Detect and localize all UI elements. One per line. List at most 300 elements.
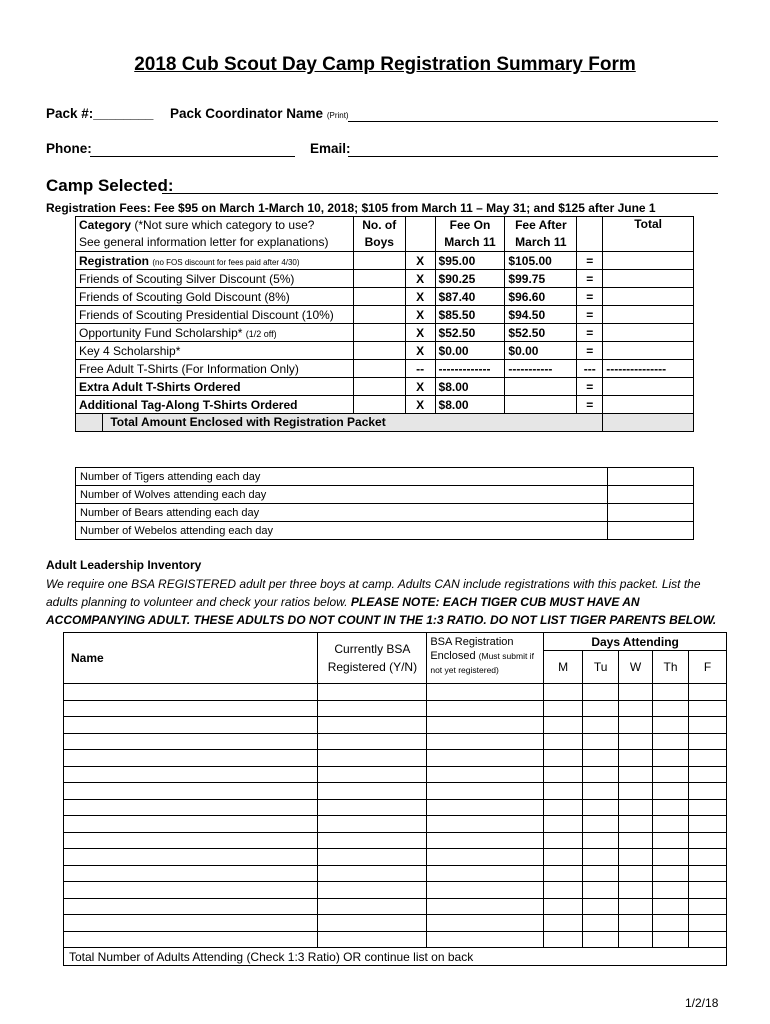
adults-bsa-header <box>318 633 427 684</box>
adult-paragraph-normal: We require one BSA REGISTERED adult per three boys at camp. Adults CAN include registrations with this packet. List the adults planning to volunteer and check your ratios below. <box>46 577 701 609</box>
camp-label: Camp Selected: <box>46 176 174 195</box>
boys-count-cell[interactable] <box>353 342 405 360</box>
adult-day-f[interactable] <box>689 882 727 899</box>
adult-row <box>64 799 727 816</box>
adults-table <box>63 632 727 966</box>
adult-name-cell[interactable] <box>64 717 318 734</box>
row-total-cell[interactable] <box>603 288 694 306</box>
fees-total-amount[interactable] <box>603 414 694 432</box>
adult-name-cell[interactable] <box>64 915 318 932</box>
adult-day-th[interactable] <box>653 783 689 800</box>
adult-day-f[interactable] <box>689 898 727 915</box>
adult-day-tu[interactable] <box>583 700 619 717</box>
adult-paragraph-bold: PLEASE NOTE: EACH TIGER CUB MUST HAVE AN ACCOMPANYING ADULT. THESE ADULTS DO NOT COUNT IN THE 1:3 RATIO. DO NOT LIST TIGER PARENTS BELOW. <box>46 595 717 627</box>
fee-after-cell: $96.60 <box>505 288 577 306</box>
adults-footer: Total Number of Adults Attending (Check 1:3 Ratio) OR continue list on back <box>64 948 727 966</box>
fees-row <box>76 378 694 396</box>
equals-cell: = <box>577 270 603 288</box>
equals-cell: = <box>577 252 603 270</box>
adult-day-f[interactable] <box>689 733 727 750</box>
multiply-cell: X <box>405 324 435 342</box>
adult-day-tu[interactable] <box>583 832 619 849</box>
fee-category-note: (no FOS discount for fees paid after 4/30) <box>152 257 300 267</box>
fee-category-label: Free Adult T-Shirts (For Information Only) <box>79 361 299 376</box>
adult-reg-cell[interactable] <box>427 898 544 915</box>
adults-reg-header <box>427 633 544 684</box>
equals-cell: = <box>577 342 603 360</box>
adult-row <box>64 849 727 866</box>
adult-day-m[interactable] <box>544 783 583 800</box>
adult-day-m[interactable] <box>544 898 583 915</box>
adult-day-w[interactable] <box>619 700 653 717</box>
adult-name-cell[interactable] <box>64 816 318 833</box>
multiply-cell: X <box>405 306 435 324</box>
adult-day-w[interactable] <box>619 766 653 783</box>
adult-day-f[interactable] <box>689 717 727 734</box>
adult-name-cell[interactable] <box>64 684 318 701</box>
adult-day-w[interactable] <box>619 915 653 932</box>
day-header-tu: Tu <box>583 651 619 684</box>
fees-row <box>76 252 694 270</box>
page-title: 2018 Cub Scout Day Camp Registration Summary Form <box>134 54 636 75</box>
fee-category-label: Additional Tag-Along T-Shirts Ordered <box>79 397 298 412</box>
fee-on-cell: ------------- <box>435 360 505 378</box>
adult-day-th[interactable] <box>653 700 689 717</box>
coordinator-label-text: Pack Coordinator Name <box>170 106 324 121</box>
adult-bsa-cell[interactable] <box>318 799 427 816</box>
equals-cell: --- <box>577 360 603 378</box>
adult-day-tu[interactable] <box>583 766 619 783</box>
adult-day-f[interactable] <box>689 799 727 816</box>
adult-day-th[interactable] <box>653 849 689 866</box>
fee-after-header-l1: Fee After <box>515 218 567 232</box>
adult-bsa-cell[interactable] <box>318 816 427 833</box>
fee-after-cell: $99.75 <box>505 270 577 288</box>
adult-row <box>64 931 727 948</box>
phone-field[interactable] <box>90 156 295 157</box>
coordinator-field[interactable] <box>348 121 718 122</box>
adult-day-th[interactable] <box>653 684 689 701</box>
attendance-label: Number of Bears attending each day <box>76 504 608 522</box>
attendance-count-cell[interactable] <box>608 504 694 522</box>
adults-reg-header-l1: BSA Registration <box>430 636 514 648</box>
row-total-cell[interactable] <box>603 378 694 396</box>
adults-footer-row <box>64 948 727 966</box>
fee-category-cell <box>76 306 354 324</box>
adult-reg-cell[interactable] <box>427 882 544 899</box>
adult-row <box>64 865 727 882</box>
adult-reg-cell[interactable] <box>427 799 544 816</box>
page-footer-date: 1/2/18 <box>685 996 719 1010</box>
adult-day-th[interactable] <box>653 717 689 734</box>
boys-count-cell[interactable] <box>353 360 405 378</box>
days-attending-header: Days Attending <box>544 633 727 651</box>
adult-day-m[interactable] <box>544 700 583 717</box>
category-header-line2: See general information letter for explanations) <box>79 235 329 249</box>
multiply-cell: X <box>405 342 435 360</box>
adult-day-w[interactable] <box>619 750 653 767</box>
day-header-m: M <box>544 651 583 684</box>
adult-reg-cell[interactable] <box>427 832 544 849</box>
adults-bsa-header-l2: Registered (Y/N) <box>327 660 418 674</box>
adult-day-w[interactable] <box>619 816 653 833</box>
adult-day-tu[interactable] <box>583 865 619 882</box>
fee-on-cell: $87.40 <box>435 288 505 306</box>
total-header: Total <box>603 217 694 252</box>
fee-on-cell: $52.50 <box>435 324 505 342</box>
fee-category-label: Extra Adult T-Shirts Ordered <box>79 379 241 394</box>
adult-bsa-cell[interactable] <box>318 931 427 948</box>
pack-blank: ________ <box>93 106 154 121</box>
adult-day-tu[interactable] <box>583 816 619 833</box>
adult-day-m[interactable] <box>544 684 583 701</box>
adult-day-w[interactable] <box>619 733 653 750</box>
day-header-th: Th <box>653 651 689 684</box>
adult-row <box>64 700 727 717</box>
adult-day-th[interactable] <box>653 799 689 816</box>
adult-row <box>64 717 727 734</box>
fee-after-header-l2: March 11 <box>515 235 567 249</box>
boys-header <box>353 217 405 252</box>
adult-bsa-cell[interactable] <box>318 915 427 932</box>
equals-cell: = <box>577 324 603 342</box>
adult-day-m[interactable] <box>544 915 583 932</box>
boys-count-cell[interactable] <box>353 306 405 324</box>
adult-name-cell[interactable] <box>64 750 318 767</box>
adult-row <box>64 684 727 701</box>
row-total-cell[interactable]: --------------- <box>603 360 694 378</box>
pack-label-text: Pack #: <box>46 106 94 121</box>
fees-row <box>76 396 694 414</box>
adult-day-tu[interactable] <box>583 783 619 800</box>
fees-total-label: Total Amount Enclosed with Registration Packet <box>110 414 386 429</box>
adult-reg-cell[interactable] <box>427 733 544 750</box>
fee-on-header-l1: Fee On <box>449 218 491 232</box>
phone-label: Phone: <box>46 141 92 156</box>
adult-day-th[interactable] <box>653 931 689 948</box>
coordinator-label <box>170 106 349 121</box>
equals-cell: = <box>577 396 603 414</box>
fee-after-cell: $94.50 <box>505 306 577 324</box>
adult-day-w[interactable] <box>619 898 653 915</box>
adult-day-w[interactable] <box>619 799 653 816</box>
fee-category-cell <box>76 396 354 414</box>
adult-reg-cell[interactable] <box>427 766 544 783</box>
boys-count-cell[interactable] <box>353 252 405 270</box>
adult-reg-cell[interactable] <box>427 931 544 948</box>
fee-on-cell: $8.00 <box>435 378 505 396</box>
fee-after-cell: $105.00 <box>505 252 577 270</box>
multiply-cell: X <box>405 396 435 414</box>
adult-reg-cell[interactable] <box>427 717 544 734</box>
multiply-cell: X <box>405 378 435 396</box>
adult-row <box>64 733 727 750</box>
fee-after-cell: ----------- <box>505 360 577 378</box>
adult-day-tu[interactable] <box>583 684 619 701</box>
fee-on-cell: $85.50 <box>435 306 505 324</box>
adult-day-tu[interactable] <box>583 799 619 816</box>
adult-day-tu[interactable] <box>583 733 619 750</box>
equals-cell: = <box>577 378 603 396</box>
adult-day-th[interactable] <box>653 733 689 750</box>
boys-count-cell[interactable] <box>353 378 405 396</box>
fee-category-label: Opportunity Fund Scholarship* <box>79 325 243 340</box>
category-header-bold: Category <box>79 218 132 232</box>
adult-day-f[interactable] <box>689 931 727 948</box>
adult-day-w[interactable] <box>619 717 653 734</box>
fee-category-cell <box>76 342 354 360</box>
adult-day-tu[interactable] <box>583 898 619 915</box>
adult-day-m[interactable] <box>544 766 583 783</box>
adult-day-tu[interactable] <box>583 915 619 932</box>
adult-day-f[interactable] <box>689 849 727 866</box>
adult-day-f[interactable] <box>689 832 727 849</box>
adult-name-cell[interactable] <box>64 832 318 849</box>
adult-day-tu[interactable] <box>583 717 619 734</box>
fee-category-note: (1/2 off) <box>245 328 277 339</box>
adults-name-header: Name <box>64 633 318 684</box>
fee-category-cell <box>76 270 354 288</box>
attendance-count-cell[interactable] <box>608 522 694 540</box>
camp-field[interactable] <box>162 193 718 194</box>
adult-row <box>64 898 727 915</box>
fee-category-cell <box>76 288 354 306</box>
adult-name-cell[interactable] <box>64 931 318 948</box>
adult-day-m[interactable] <box>544 832 583 849</box>
row-total-cell[interactable] <box>603 306 694 324</box>
adult-day-th[interactable] <box>653 865 689 882</box>
adult-day-w[interactable] <box>619 783 653 800</box>
adult-row <box>64 816 727 833</box>
email-label: Email: <box>310 141 351 156</box>
boys-count-cell[interactable] <box>353 288 405 306</box>
adult-row <box>64 783 727 800</box>
adult-row <box>64 832 727 849</box>
fee-category-cell <box>76 378 354 396</box>
adult-reg-cell[interactable] <box>427 700 544 717</box>
fee-on-cell: $90.25 <box>435 270 505 288</box>
adult-reg-cell[interactable] <box>427 783 544 800</box>
adult-bsa-cell[interactable] <box>318 750 427 767</box>
adult-day-th[interactable] <box>653 750 689 767</box>
adult-day-w[interactable] <box>619 865 653 882</box>
adult-name-cell[interactable] <box>64 882 318 899</box>
attendance-row <box>76 504 694 522</box>
equals-cell: = <box>577 306 603 324</box>
coordinator-print-note: (Print) <box>326 111 349 120</box>
fees-total-label-cell <box>76 414 603 432</box>
adult-day-m[interactable] <box>544 799 583 816</box>
fees-row <box>76 324 694 342</box>
adult-bsa-cell[interactable] <box>318 849 427 866</box>
fee-after-cell: $52.50 <box>505 324 577 342</box>
pack-label <box>46 106 153 121</box>
adult-reg-cell[interactable] <box>427 816 544 833</box>
adult-row <box>64 750 727 767</box>
adult-day-th[interactable] <box>653 766 689 783</box>
adult-name-cell[interactable] <box>64 783 318 800</box>
attendance-count-cell[interactable] <box>608 468 694 486</box>
adult-name-cell[interactable] <box>64 865 318 882</box>
fees-total-row <box>76 414 694 432</box>
adult-row <box>64 766 727 783</box>
fee-category-label: Friends of Scouting Silver Discount (5%) <box>79 271 295 286</box>
adult-day-w[interactable] <box>619 832 653 849</box>
adult-bsa-cell[interactable] <box>318 783 427 800</box>
adult-reg-cell[interactable] <box>427 849 544 866</box>
fee-category-label: Friends of Scouting Presidential Discount (10%) <box>79 307 334 322</box>
x-header <box>405 217 435 252</box>
adult-name-cell[interactable] <box>64 898 318 915</box>
adult-day-f[interactable] <box>689 816 727 833</box>
adult-reg-cell[interactable] <box>427 915 544 932</box>
attendance-label: Number of Wolves attending each day <box>76 486 608 504</box>
attendance-row <box>76 486 694 504</box>
adult-paragraph <box>46 575 726 629</box>
adult-day-f[interactable] <box>689 766 727 783</box>
adult-row <box>64 915 727 932</box>
fees-row <box>76 360 694 378</box>
adult-day-tu[interactable] <box>583 882 619 899</box>
adult-bsa-cell[interactable] <box>318 766 427 783</box>
fee-after-header <box>505 217 577 252</box>
adult-day-w[interactable] <box>619 849 653 866</box>
row-total-cell[interactable] <box>603 270 694 288</box>
adult-day-m[interactable] <box>544 865 583 882</box>
boys-header-l2: Boys <box>364 235 394 249</box>
fee-category-cell <box>76 360 354 378</box>
adult-heading: Adult Leadership Inventory <box>46 558 202 572</box>
adults-header-row-1 <box>64 633 727 651</box>
fee-category-cell <box>76 252 354 270</box>
day-header-f: F <box>689 651 727 684</box>
fee-on-cell: $95.00 <box>435 252 505 270</box>
boys-count-cell[interactable] <box>353 270 405 288</box>
multiply-cell: X <box>405 288 435 306</box>
category-header-rest: (*Not sure which category to use? <box>131 218 315 232</box>
adult-day-f[interactable] <box>689 684 727 701</box>
adult-reg-cell[interactable] <box>427 684 544 701</box>
fee-after-cell: $0.00 <box>505 342 577 360</box>
adult-day-tu[interactable] <box>583 849 619 866</box>
adult-day-m[interactable] <box>544 882 583 899</box>
adult-day-m[interactable] <box>544 849 583 866</box>
category-header <box>76 217 354 252</box>
adult-reg-cell[interactable] <box>427 865 544 882</box>
attendance-row <box>76 468 694 486</box>
fee-category-label: Friends of Scouting Gold Discount (8%) <box>79 289 290 304</box>
adult-bsa-cell[interactable] <box>318 865 427 882</box>
fees-row <box>76 288 694 306</box>
adult-day-th[interactable] <box>653 832 689 849</box>
adult-day-m[interactable] <box>544 750 583 767</box>
adult-bsa-cell[interactable] <box>318 898 427 915</box>
adult-day-f[interactable] <box>689 865 727 882</box>
multiply-cell: X <box>405 252 435 270</box>
adult-day-m[interactable] <box>544 931 583 948</box>
eq-header <box>577 217 603 252</box>
adult-day-th[interactable] <box>653 882 689 899</box>
adult-bsa-cell[interactable] <box>318 684 427 701</box>
adult-name-cell[interactable] <box>64 799 318 816</box>
adult-day-f[interactable] <box>689 700 727 717</box>
email-field[interactable] <box>348 156 718 157</box>
adult-name-cell[interactable] <box>64 766 318 783</box>
adult-day-m[interactable] <box>544 816 583 833</box>
multiply-cell: X <box>405 270 435 288</box>
fees-row <box>76 342 694 360</box>
adult-day-m[interactable] <box>544 717 583 734</box>
fee-on-cell: $8.00 <box>435 396 505 414</box>
attendance-row <box>76 522 694 540</box>
adult-day-th[interactable] <box>653 898 689 915</box>
equals-cell: = <box>577 288 603 306</box>
fees-row <box>76 306 694 324</box>
boys-header-l1: No. of <box>362 218 397 232</box>
fee-after-cell <box>505 396 577 414</box>
multiply-cell: -- <box>405 360 435 378</box>
adult-bsa-cell[interactable] <box>318 882 427 899</box>
adult-reg-cell[interactable] <box>427 750 544 767</box>
adult-row <box>64 882 727 899</box>
fee-category-label: Key 4 Scholarship* <box>79 343 181 358</box>
fees-table <box>75 216 694 432</box>
adult-day-f[interactable] <box>689 915 727 932</box>
fee-on-header-l2: March 11 <box>444 235 496 249</box>
adult-day-th[interactable] <box>653 816 689 833</box>
adults-reg-header-l2: Enclosed <box>430 650 476 662</box>
attendance-table <box>75 467 694 540</box>
adult-bsa-cell[interactable] <box>318 717 427 734</box>
fee-category-cell <box>76 324 354 342</box>
boys-count-cell[interactable] <box>353 324 405 342</box>
attendance-label: Number of Webelos attending each day <box>76 522 608 540</box>
adult-day-th[interactable] <box>653 915 689 932</box>
fees-header-row <box>76 217 694 252</box>
adult-name-cell[interactable] <box>64 700 318 717</box>
row-total-cell[interactable] <box>603 324 694 342</box>
adult-day-m[interactable] <box>544 733 583 750</box>
attendance-label: Number of Tigers attending each day <box>76 468 608 486</box>
adult-bsa-cell[interactable] <box>318 700 427 717</box>
adults-reg-header-note: (Must submit if not yet registered) <box>430 651 534 675</box>
fees-row <box>76 270 694 288</box>
adult-day-f[interactable] <box>689 750 727 767</box>
adult-name-cell[interactable] <box>64 733 318 750</box>
adult-name-cell[interactable] <box>64 849 318 866</box>
attendance-count-cell[interactable] <box>608 486 694 504</box>
adult-day-w[interactable] <box>619 684 653 701</box>
row-total-cell[interactable] <box>603 342 694 360</box>
row-total-cell[interactable] <box>603 252 694 270</box>
fee-on-header <box>435 217 505 252</box>
adult-day-f[interactable] <box>689 783 727 800</box>
adult-bsa-cell[interactable] <box>318 733 427 750</box>
adult-day-tu[interactable] <box>583 750 619 767</box>
day-header-w: W <box>619 651 653 684</box>
fee-after-cell <box>505 378 577 396</box>
fee-category-label: Registration <box>79 253 150 268</box>
fee-on-cell: $0.00 <box>435 342 505 360</box>
boys-count-cell[interactable] <box>353 396 405 414</box>
adult-bsa-cell[interactable] <box>318 832 427 849</box>
adults-bsa-header-l1: Currently BSA <box>334 642 411 656</box>
row-total-cell[interactable] <box>603 396 694 414</box>
adult-day-w[interactable] <box>619 931 653 948</box>
adult-day-w[interactable] <box>619 882 653 899</box>
adult-day-tu[interactable] <box>583 931 619 948</box>
fees-note: Registration Fees: Fee $95 on March 1-March 10, 2018; $105 from March 11 – May 31; and $125 after June 1 <box>46 201 656 215</box>
